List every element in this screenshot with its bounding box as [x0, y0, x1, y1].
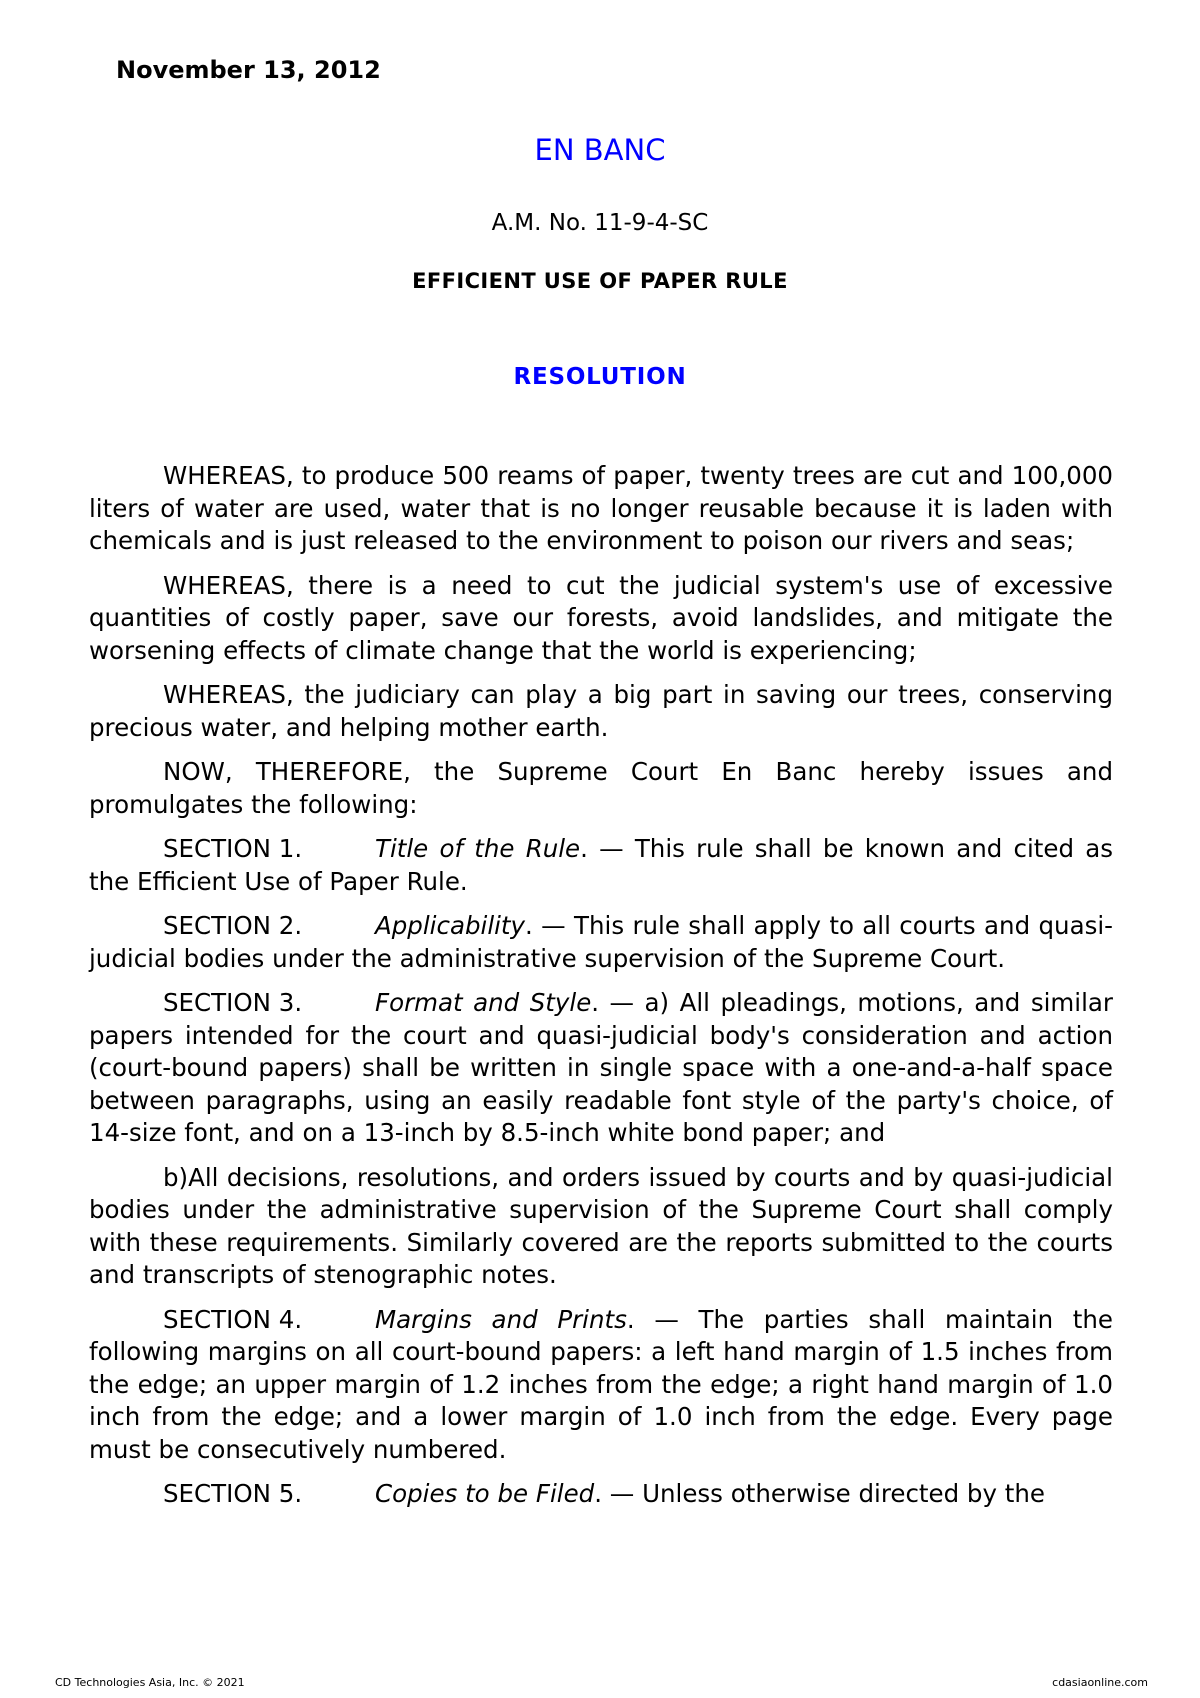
resolution-body	[89, 460, 1113, 1523]
division-heading: EN BANC	[534, 133, 666, 167]
section-3	[89, 987, 1113, 1150]
section-1	[89, 833, 1113, 898]
section-2-label: SECTION 2.	[163, 911, 303, 940]
footer-website: cdasiaonline.com	[1052, 1676, 1148, 1689]
section-4	[89, 1304, 1113, 1467]
section-1-text: . — This rule shall be known and cited as the Efficient Use of Paper Rule.	[89, 834, 1113, 896]
section-5-label: SECTION 5.	[163, 1479, 303, 1508]
section-5-text: . — Unless otherwise directed by the	[594, 1479, 1045, 1508]
section-4-label: SECTION 4.	[163, 1304, 303, 1334]
section-2-text: . — This rule shall apply to all courts and quasi-judicial bodies under the administrative supervision of the Supreme Court.	[89, 911, 1113, 973]
footer-copyright: CD Technologies Asia, Inc. © 2021	[55, 1676, 245, 1689]
section-4-text: . — The parties shall maintain the following margins on all court-bound papers: a left hand margin of 1.5 inches from the edge; an upper margin of 1.2 inches from the edge; a right hand margin of 1.0 inch from the edge; and a lower margin of 1.0 inch from the edge. Every page must be consecutively numbered.	[89, 1304, 1113, 1464]
section-1-label: SECTION 1.	[163, 834, 303, 863]
section-2-title: Applicability	[375, 911, 526, 940]
section-5	[89, 1478, 1113, 1511]
section-5-title: Copies to be Filed	[375, 1479, 595, 1508]
therefore-clause: NOW, THEREFORE, the Supreme Court En Banc hereby issues and promulgates the following:	[89, 757, 1113, 819]
case-number: A.M. No. 11-9-4-SC	[491, 210, 709, 236]
section-3b-text: b)All decisions, resolutions, and orders issued by courts and by quasi-judicial bodies under the administrative supervision of the Supreme Court shall comply with these requirements. Similarly covered are the reports submitted to the courts and transcripts of stenographic notes.	[89, 1162, 1113, 1289]
section-2	[89, 910, 1113, 975]
section-3-title: Format and Style	[375, 988, 592, 1017]
section-3-paragraph-b	[89, 1162, 1113, 1292]
whereas-clause-3: WHEREAS, the judiciary can play a big part in saving our trees, conserving precious water, and helping mother earth.	[89, 680, 1113, 742]
section-1-title: Title of the Rule	[375, 834, 581, 863]
whereas-clause-1: WHEREAS, to produce 500 reams of paper, twenty trees are cut and 100,000 liters of water are used, water that is no longer reusable because it is laden with chemicals and is just released to the environment to poison our rivers and seas;	[89, 461, 1113, 555]
rule-title: EFFICIENT USE OF PAPER RULE	[412, 269, 788, 293]
section-3-text: . — a) All pleadings, motions, and similar papers intended for the court and quasi-judicial body's consideration and action (court-bound papers) shall be written in single space with a one-and-a-half space between paragraphs, using an easily readable font style of the party's choice, of 14-size font, and on a 13-inch by 8.5-inch white bond paper; and	[89, 988, 1113, 1147]
document-date: November 13, 2012	[116, 56, 381, 84]
whereas-clause-2: WHEREAS, there is a need to cut the judicial system's use of excessive quantities of costly paper, save our forests, avoid landslides, and mitigate the worsening effects of climate change that the world is experiencing;	[89, 570, 1113, 665]
resolution-heading: RESOLUTION	[513, 364, 687, 390]
section-3-label: SECTION 3.	[163, 988, 303, 1017]
section-4-title: Margins and Prints	[375, 1304, 627, 1334]
